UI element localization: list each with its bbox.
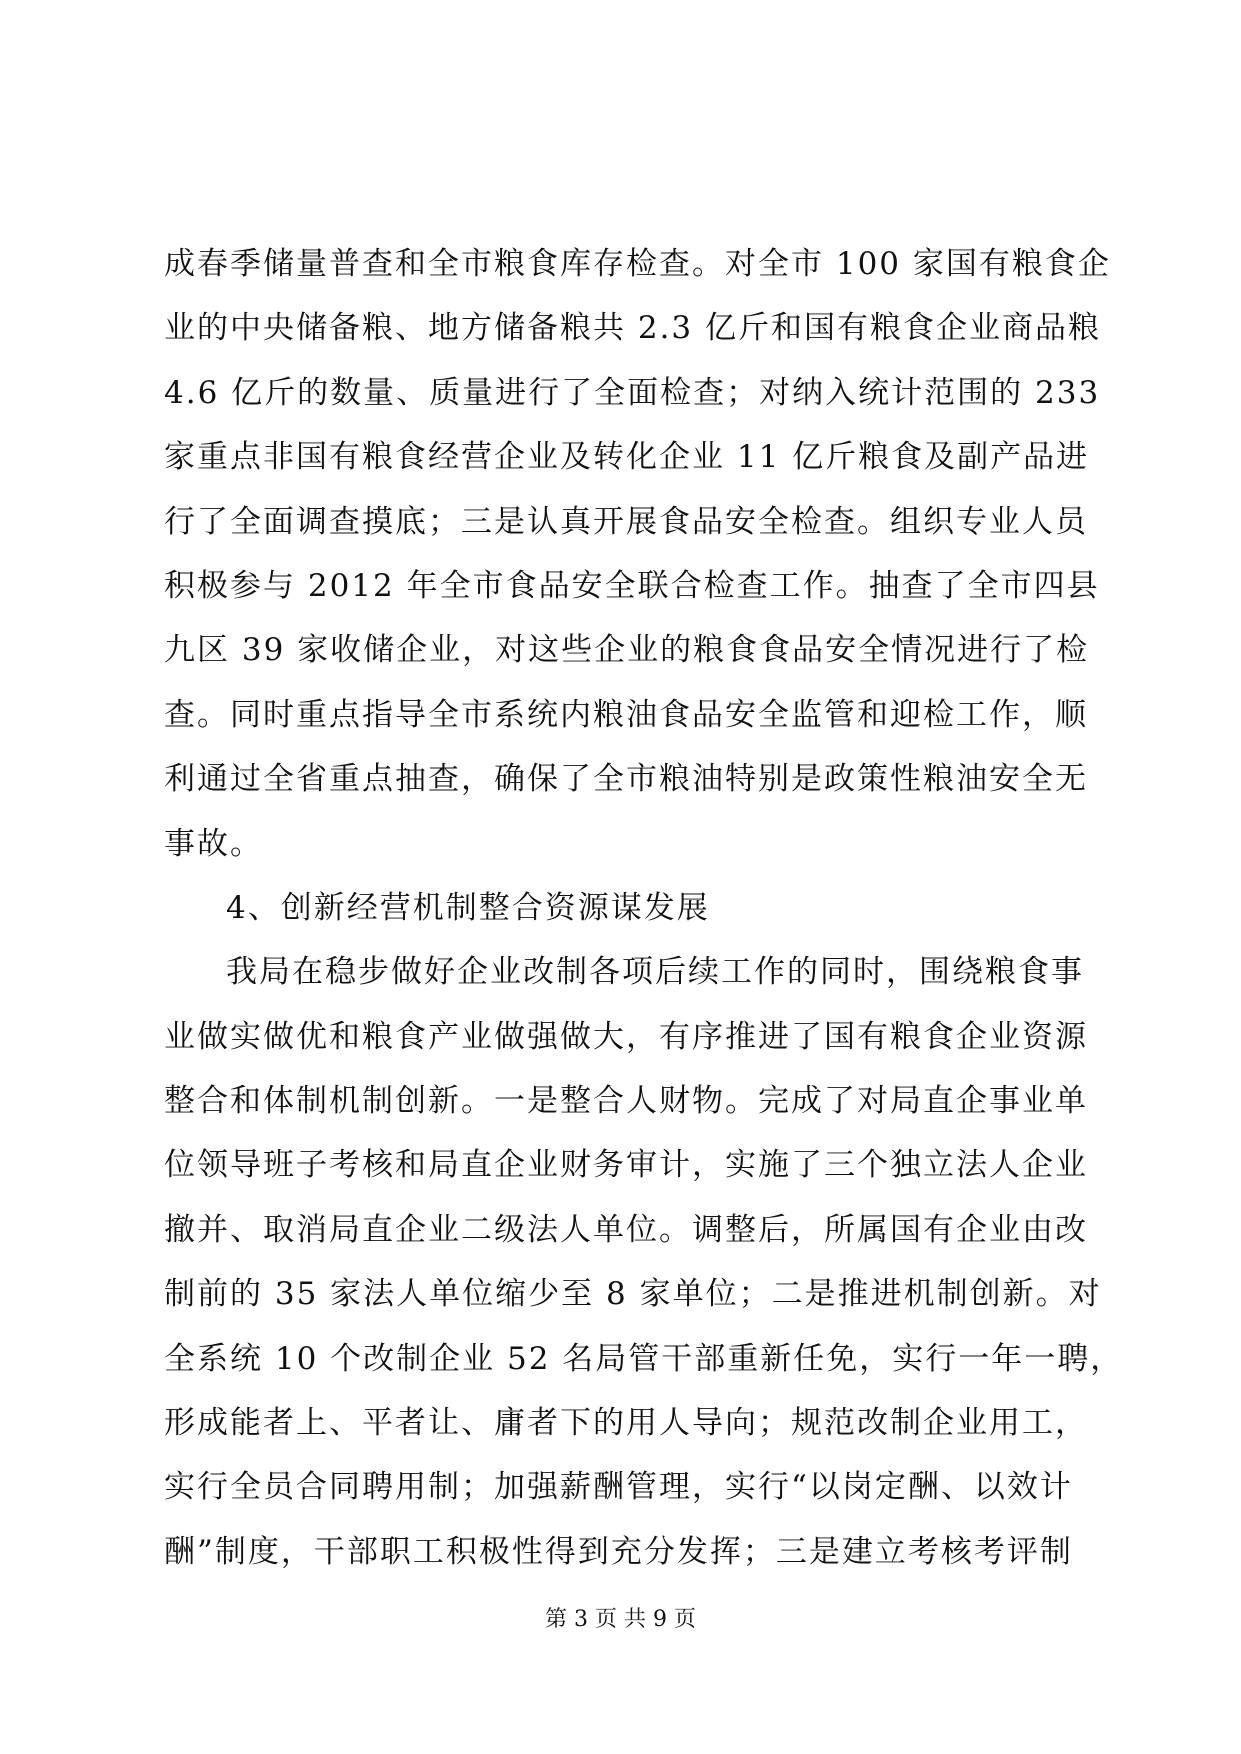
page-number-footer: 第 3 页 共 9 页 [545, 1607, 696, 1632]
text-line: 九区 39 家收储企业，对这些企业的粮食食品安全情况进行了检 [164, 632, 1090, 669]
text-line: 位领导班子考核和局直企业财务审计，实施了三个独立法人企业 [164, 1147, 1088, 1184]
text-line: 事故。 [164, 825, 263, 862]
text-line: 酬”制度，干部职工积极性得到充分发挥；三是建立考核考评制 [164, 1533, 1073, 1570]
text-line: 4.6 亿斤的数量、质量进行了全面检查；对纳入统计范围的 233 [164, 374, 1101, 411]
text-line: 家重点非国有粮食经营企业及转化企业 11 亿斤粮食及副产品进 [164, 439, 1090, 476]
text-line: 查。同时重点指导全市系统内粮油食品安全监管和迎检工作，顺 [164, 696, 1088, 733]
text-line: 成春季储量普查和全市粮食库存检查。对全市 100 家国有粮食企 [164, 246, 1111, 282]
text-line: 积极参与 2012 年全市食品安全联合检查工作。抽查了全市四县 [164, 567, 1100, 604]
text-line: 实行全员合同聘用制；加强薪酬管理，实行“以岗定酬、以效计 [164, 1469, 1073, 1506]
text-line: 利通过全省重点抽查，确保了全市粮油特别是政策性粮油安全无 [164, 761, 1088, 798]
text-line: 业的中央储备粮、地方储备粮共 2.3 亿斤和国有粮食企业商品粮 [164, 310, 1102, 347]
section-heading: 4、创新经营机制整合资源谋发展 [226, 889, 710, 926]
text-line: 形成能者上、平者让、庸者下的用人导向；规范改制企业用工， [164, 1405, 1088, 1442]
text-line: 全系统 10 个改制企业 52 名局管干部重新任免，实行一年一聘， [164, 1340, 1124, 1377]
text-line: 撤并、取消局直企业二级法人单位。调整后，所属国有企业由改 [164, 1211, 1088, 1248]
text-line: 业做实做优和粮食产业做强做大，有序推进了国有粮食企业资源 [164, 1018, 1088, 1055]
text-line: 我局在稳步做好企业改制各项后续工作的同时，围绕粮食事 [226, 954, 1084, 991]
text-line: 行了全面调查摸底；三是认真开展食品安全检查。组织专业人员 [164, 503, 1088, 540]
body-text [164, 232, 1124, 1584]
text-line: 制前的 35 家法人单位缩少至 8 家单位；二是推进机制创新。对 [164, 1276, 1102, 1313]
text-line: 整合和体制机制创新。一是整合人财物。完成了对局直企事业单 [164, 1083, 1088, 1120]
